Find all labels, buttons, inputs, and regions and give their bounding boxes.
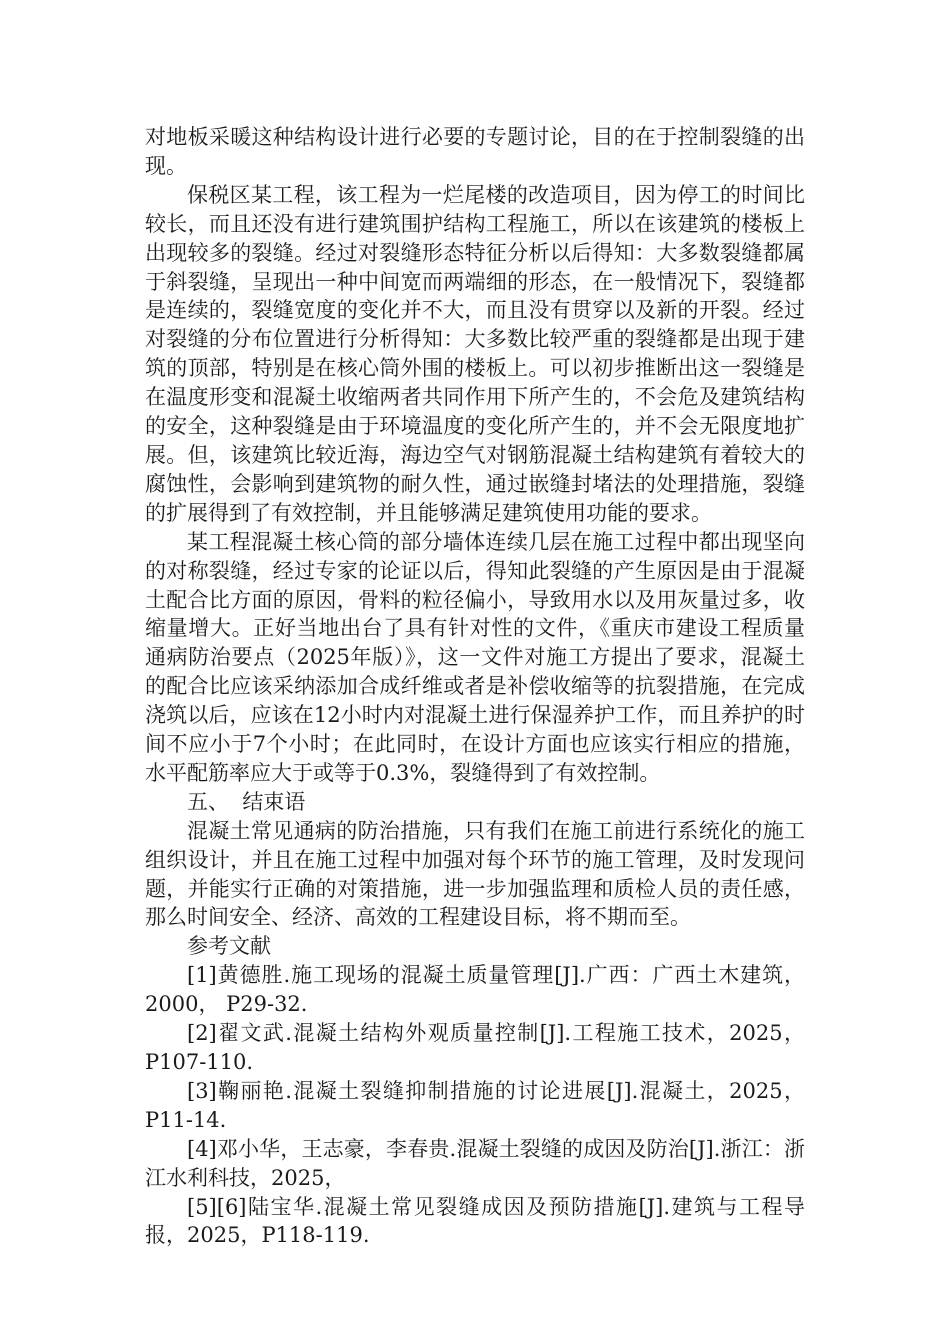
references-heading: 参考文献 — [187, 934, 271, 959]
paragraph-continuation: 对地板采暖这种结构设计进行必要的专题讨论，目的在于控制裂缝的出现。 — [145, 125, 805, 178]
paragraph-case-two: 某工程混凝土核心筒的部分墙体连续几层在施工过程中都出现坚向的对称裂缝，经过专家的论证以后，得知此裂缝的产生原因是由于混凝土配合比方面的原因，骨料的粒径偏小，导致用水以及用灰量过多，收缩量增大。正好当地出台了具有针对性的文件，《重庆市建设工程质量通病防治要点（2025年版）》，这一文件对施工方提出了要求，混凝土的配合比应该采纳添加合成纤维或者是补偿收缩等的抗裂措施，在完成浇筑以后，应该在12小时内对混凝土进行保湿养护工作，而且养护的时间不应小于7个小时；在此同时，在设计方面也应该实行相应的措施，水平配筋率应大于或等于0.3%，裂缝得到了有效控制。 — [145, 529, 805, 785]
paragraph-case-one: 保税区某工程，该工程为一烂尾楼的改造项目，因为停工的时间比较长，而且还没有进行建筑围护结构工程施工，所以在该建筑的楼板上出现较多的裂缝。经过对裂缝形态特征分析以后得知：大多数裂缝都属于斜裂缝，呈现出一种中间宽而两端细的形态，在一般情况下，裂缝都是连续的，裂缝宽度的变化并不大，而且没有贯穿以及新的开裂。经过对裂缝的分布位置进行分析得知：大多数比较严重的裂缝都是出现于建筑的顶部，特别是在核心筒外围的楼板上。可以初步推断出这一裂缝是在温度形变和混凝土收缩两者共同作用下所产生的，不会危及建筑结构的安全，这种裂缝是由于环境温度的变化所产生的，并不会无限度地扩展。但，该建筑比较近海，海边空气对钢筋混凝土结构建筑有着较大的腐蚀性，会影响到建筑物的耐久性，通过嵌缝封堵法的处理措施，裂缝的扩展得到了有效控制，并且能够满足建筑使用功能的要求。 — [145, 182, 805, 525]
section-heading-conclusion: 五、 结束语 — [187, 789, 306, 814]
reference-item: [1]黄德胜.施工现场的混凝土质量管理[J].广西：广西土木建筑，2000， P29-32. — [145, 963, 805, 1017]
reference-item: [5][6]陆宝华.混凝土常见裂缝成因及预防措施[J].建筑与工程导报，2025，P118-119. — [145, 1194, 805, 1248]
reference-item: [4]邓小华，王志豪，李春贵.混凝土裂缝的成因及防治[J].浙江：浙江水利科技，2025， — [145, 1136, 805, 1190]
document-page — [145, 123, 805, 1250]
reference-item: [3]鞠丽艳.混凝土裂缝抑制措施的讨论进展[J].混凝土，2025， P11-14. — [145, 1078, 805, 1132]
reference-item: [2]翟文武.混凝土结构外观质量控制[J].工程施工技术，2025， P107-110. — [145, 1021, 805, 1074]
paragraph-conclusion: 混凝土常见通病的防治措施，只有我们在施工前进行系统化的施工组织设计，并且在施工过程中加强对每个环节的施工管理，及时发现问题，并能实行正确的对策措施，进一步加强监理和质检人员的责任感，那么时间安全、经济、高效的工程建设目标，将不期而至。 — [145, 818, 805, 930]
